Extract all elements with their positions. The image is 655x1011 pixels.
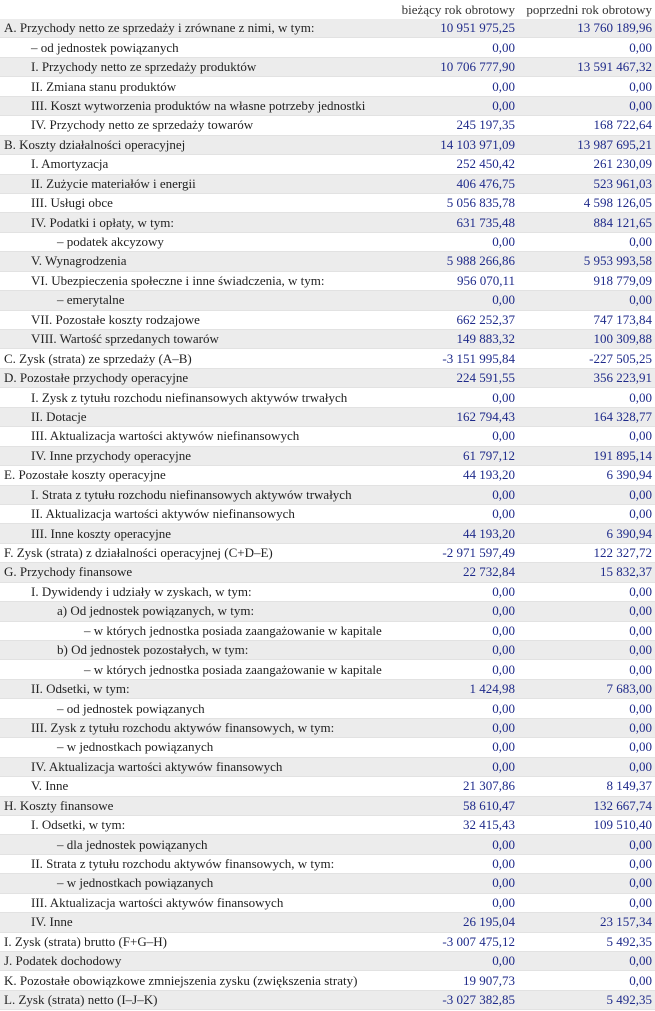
current-year-value: 19 907,73	[391, 971, 518, 990]
row-label: – w których jednostka posiada zaangażowanie w kapitale	[0, 660, 391, 679]
current-year-value: 162 794,43	[391, 407, 518, 426]
current-year-value: 61 797,12	[391, 446, 518, 465]
row-label: L. Zysk (strata) netto (I–J–K)	[0, 990, 391, 1009]
row-label: IV. Podatki i opłaty, w tym:	[0, 213, 391, 232]
current-year-value: 14 103 971,09	[391, 135, 518, 154]
current-year-value: 0,00	[391, 602, 518, 621]
previous-year-value: 0,00	[518, 485, 655, 504]
previous-year-value: 5 492,35	[518, 990, 655, 1009]
current-year-value: 5 056 835,78	[391, 193, 518, 212]
current-year-value: 0,00	[391, 738, 518, 757]
row-label: II. Strata z tytułu rozchodu aktywów finansowych, w tym:	[0, 854, 391, 873]
table-row	[0, 427, 655, 446]
previous-year-value: 0,00	[518, 641, 655, 660]
row-label: II. Aktualizacja wartości aktywów niefinansowych	[0, 504, 391, 523]
row-label: H. Koszty finansowe	[0, 796, 391, 815]
row-label: A. Przychody netto ze sprzedaży i zrównane z nimi, w tym:	[0, 19, 391, 38]
current-year-value: 245 197,35	[391, 116, 518, 135]
current-year-value: 44 193,20	[391, 524, 518, 543]
previous-year-value: 0,00	[518, 874, 655, 893]
previous-year-value: 4 598 126,05	[518, 193, 655, 212]
current-year-value: 5 988 266,86	[391, 252, 518, 271]
previous-year-value: 0,00	[518, 699, 655, 718]
table-row	[0, 796, 655, 815]
previous-year-value: 0,00	[518, 660, 655, 679]
row-label: I. Strata z tytułu rozchodu niefinansowych aktywów trwałych	[0, 485, 391, 504]
previous-year-value: 168 722,64	[518, 116, 655, 135]
previous-year-value: 0,00	[518, 232, 655, 251]
current-year-value: 0,00	[391, 291, 518, 310]
table-row	[0, 349, 655, 368]
row-label: – od jednostek powiązanych	[0, 38, 391, 57]
current-year-value: 0,00	[391, 96, 518, 115]
table-row	[0, 407, 655, 426]
row-label: I. Zysk (strata) brutto (F+G–H)	[0, 932, 391, 951]
row-label: – emerytalne	[0, 291, 391, 310]
previous-year-value: 164 328,77	[518, 407, 655, 426]
table-row	[0, 660, 655, 679]
table-row	[0, 77, 655, 96]
table-row	[0, 19, 655, 38]
row-label: J. Podatek dochodowy	[0, 952, 391, 971]
previous-year-value: 0,00	[518, 893, 655, 912]
previous-year-value: 918 779,09	[518, 271, 655, 290]
previous-year-value: 0,00	[518, 291, 655, 310]
current-year-value: 22 732,84	[391, 563, 518, 582]
row-label: K. Pozostałe obowiązkowe zmniejszenia zysku (zwiększenia straty)	[0, 971, 391, 990]
row-label: C. Zysk (strata) ze sprzedaży (A–B)	[0, 349, 391, 368]
previous-year-value: 13 987 695,21	[518, 135, 655, 154]
row-label: F. Zysk (strata) z działalności operacyjnej (C+D–E)	[0, 543, 391, 562]
table-row	[0, 368, 655, 387]
table-row	[0, 893, 655, 912]
row-label: III. Inne koszty operacyjne	[0, 524, 391, 543]
row-label: B. Koszty działalności operacyjnej	[0, 135, 391, 154]
row-label: III. Zysk z tytułu rozchodu aktywów finansowych, w tym:	[0, 718, 391, 737]
table-row	[0, 330, 655, 349]
row-label: VI. Ubezpieczenia społeczne i inne świadczenia, w tym:	[0, 271, 391, 290]
previous-year-value: 13 591 467,32	[518, 57, 655, 76]
previous-year-value: 356 223,91	[518, 368, 655, 387]
previous-year-value: 0,00	[518, 504, 655, 523]
previous-year-value: 0,00	[518, 718, 655, 737]
table-row	[0, 57, 655, 76]
row-label: – w których jednostka posiada zaangażowanie w kapitale	[0, 621, 391, 640]
table-row	[0, 291, 655, 310]
table-row	[0, 641, 655, 660]
table-row	[0, 913, 655, 932]
table-row	[0, 310, 655, 329]
row-label: II. Zmiana stanu produktów	[0, 77, 391, 96]
row-label: III. Aktualizacja wartości aktywów finansowych	[0, 893, 391, 912]
row-label: II. Dotacje	[0, 407, 391, 426]
table-row	[0, 815, 655, 834]
row-label: I. Zysk z tytułu rozchodu niefinansowych aktywów trwałych	[0, 388, 391, 407]
current-year-value: 0,00	[391, 893, 518, 912]
current-year-value: 0,00	[391, 660, 518, 679]
row-label: G. Przychody finansowe	[0, 563, 391, 582]
row-label: I. Przychody netto ze sprzedaży produktów	[0, 57, 391, 76]
current-year-value: 252 450,42	[391, 155, 518, 174]
table-row	[0, 621, 655, 640]
current-year-value: 0,00	[391, 38, 518, 57]
current-year-value: 0,00	[391, 232, 518, 251]
row-label: IV. Aktualizacja wartości aktywów finansowych	[0, 757, 391, 776]
current-year-value: 149 883,32	[391, 330, 518, 349]
table-header	[0, 0, 655, 19]
table-row	[0, 874, 655, 893]
row-label: IV. Przychody netto ze sprzedaży towarów	[0, 116, 391, 135]
previous-year-value: 0,00	[518, 621, 655, 640]
previous-year-value: 0,00	[518, 96, 655, 115]
table-row	[0, 446, 655, 465]
previous-year-value: 0,00	[518, 77, 655, 96]
row-label: V. Wynagrodzenia	[0, 252, 391, 271]
current-year-value: 58 610,47	[391, 796, 518, 815]
previous-year-value: 0,00	[518, 582, 655, 601]
current-year-value: 0,00	[391, 874, 518, 893]
row-label: II. Odsetki, w tym:	[0, 679, 391, 698]
current-year-value: 0,00	[391, 77, 518, 96]
current-year-value: 21 307,86	[391, 777, 518, 796]
previous-year-value: 8 149,37	[518, 777, 655, 796]
previous-year-value: -227 505,25	[518, 349, 655, 368]
previous-year-value: 5 953 993,58	[518, 252, 655, 271]
current-year-value: -3 151 995,84	[391, 349, 518, 368]
previous-year-value: 261 230,09	[518, 155, 655, 174]
current-year-value: 0,00	[391, 582, 518, 601]
previous-year-value: 0,00	[518, 738, 655, 757]
table-row	[0, 271, 655, 290]
table-row	[0, 582, 655, 601]
table-row	[0, 466, 655, 485]
current-year-value: 0,00	[391, 485, 518, 504]
table-row	[0, 193, 655, 212]
header-previous-year: poprzedni rok obrotowy	[526, 2, 652, 17]
current-year-value: 1 424,98	[391, 679, 518, 698]
table-row	[0, 602, 655, 621]
table-row	[0, 135, 655, 154]
header-label-column	[0, 0, 391, 19]
header-current-year: bieżący rok obrotowy	[401, 2, 515, 17]
current-year-value: 44 193,20	[391, 466, 518, 485]
table-row	[0, 213, 655, 232]
previous-year-value: 5 492,35	[518, 932, 655, 951]
current-year-value: 10 706 777,90	[391, 57, 518, 76]
previous-year-value: 884 121,65	[518, 213, 655, 232]
previous-year-value: 15 832,37	[518, 563, 655, 582]
previous-year-value: 6 390,94	[518, 524, 655, 543]
previous-year-value: 6 390,94	[518, 466, 655, 485]
table-row	[0, 738, 655, 757]
previous-year-value: 122 327,72	[518, 543, 655, 562]
table-row	[0, 388, 655, 407]
table-row	[0, 155, 655, 174]
row-label: IV. Inne	[0, 913, 391, 932]
previous-year-value: 23 157,34	[518, 913, 655, 932]
table-row	[0, 232, 655, 251]
row-label: – w jednostkach powiązanych	[0, 738, 391, 757]
table-row	[0, 504, 655, 523]
current-year-value: 0,00	[391, 757, 518, 776]
row-label: I. Dywidendy i udziały w zyskach, w tym:	[0, 582, 391, 601]
table-row	[0, 543, 655, 562]
table-row	[0, 835, 655, 854]
current-year-value: 0,00	[391, 388, 518, 407]
row-label: V. Inne	[0, 777, 391, 796]
table-row	[0, 971, 655, 990]
previous-year-value: 132 667,74	[518, 796, 655, 815]
row-label: – dla jednostek powiązanych	[0, 835, 391, 854]
previous-year-value: 109 510,40	[518, 815, 655, 834]
current-year-value: 956 070,11	[391, 271, 518, 290]
table-row	[0, 952, 655, 971]
current-year-value: 631 735,48	[391, 213, 518, 232]
current-year-value: 0,00	[391, 718, 518, 737]
current-year-value: 662 252,37	[391, 310, 518, 329]
table-row	[0, 174, 655, 193]
current-year-value: 0,00	[391, 427, 518, 446]
table-row	[0, 116, 655, 135]
current-year-value: -3 007 475,12	[391, 932, 518, 951]
previous-year-value: 0,00	[518, 427, 655, 446]
row-label: II. Zużycie materiałów i energii	[0, 174, 391, 193]
table-row	[0, 252, 655, 271]
previous-year-value: 747 173,84	[518, 310, 655, 329]
current-year-value: 0,00	[391, 835, 518, 854]
table-row	[0, 777, 655, 796]
current-year-value: 0,00	[391, 504, 518, 523]
table-body	[0, 19, 655, 1010]
row-label: VII. Pozostałe koszty rodzajowe	[0, 310, 391, 329]
row-label: – podatek akcyzowy	[0, 232, 391, 251]
row-label: b) Od jednostek pozostałych, w tym:	[0, 641, 391, 660]
row-label: – od jednostek powiązanych	[0, 699, 391, 718]
current-year-value: 0,00	[391, 699, 518, 718]
previous-year-value: 7 683,00	[518, 679, 655, 698]
row-label: III. Usługi obce	[0, 193, 391, 212]
row-label: III. Aktualizacja wartości aktywów niefinansowych	[0, 427, 391, 446]
row-label: I. Amortyzacja	[0, 155, 391, 174]
current-year-value: 26 195,04	[391, 913, 518, 932]
previous-year-value: 523 961,03	[518, 174, 655, 193]
table-row	[0, 96, 655, 115]
table-row	[0, 699, 655, 718]
previous-year-value: 191 895,14	[518, 446, 655, 465]
row-label: a) Od jednostek powiązanych, w tym:	[0, 602, 391, 621]
row-label: VIII. Wartość sprzedanych towarów	[0, 330, 391, 349]
table-row	[0, 990, 655, 1009]
current-year-value: 0,00	[391, 854, 518, 873]
row-label: IV. Inne przychody operacyjne	[0, 446, 391, 465]
table-row	[0, 679, 655, 698]
previous-year-value: 0,00	[518, 757, 655, 776]
current-year-value: 0,00	[391, 641, 518, 660]
previous-year-value: 100 309,88	[518, 330, 655, 349]
table-row	[0, 524, 655, 543]
row-label: I. Odsetki, w tym:	[0, 815, 391, 834]
row-label: III. Koszt wytworzenia produktów na własne potrzeby jednostki	[0, 96, 391, 115]
current-year-value: 0,00	[391, 952, 518, 971]
table-row	[0, 854, 655, 873]
previous-year-value: 0,00	[518, 38, 655, 57]
current-year-value: -2 971 597,49	[391, 543, 518, 562]
previous-year-value: 0,00	[518, 388, 655, 407]
previous-year-value: 0,00	[518, 602, 655, 621]
row-label: D. Pozostałe przychody operacyjne	[0, 368, 391, 387]
table-row	[0, 757, 655, 776]
row-label: – w jednostkach powiązanych	[0, 874, 391, 893]
current-year-value: 10 951 975,25	[391, 19, 518, 38]
previous-year-value: 0,00	[518, 854, 655, 873]
previous-year-value: 0,00	[518, 835, 655, 854]
current-year-value: 224 591,55	[391, 368, 518, 387]
row-label: E. Pozostałe koszty operacyjne	[0, 466, 391, 485]
previous-year-value: 0,00	[518, 952, 655, 971]
table-row	[0, 38, 655, 57]
table-row	[0, 485, 655, 504]
table-row	[0, 932, 655, 951]
table-row	[0, 718, 655, 737]
previous-year-value: 13 760 189,96	[518, 19, 655, 38]
current-year-value: -3 027 382,85	[391, 990, 518, 1009]
current-year-value: 32 415,43	[391, 815, 518, 834]
previous-year-value: 0,00	[518, 971, 655, 990]
table-row	[0, 563, 655, 582]
current-year-value: 0,00	[391, 621, 518, 640]
header-row	[0, 0, 655, 19]
current-year-value: 406 476,75	[391, 174, 518, 193]
